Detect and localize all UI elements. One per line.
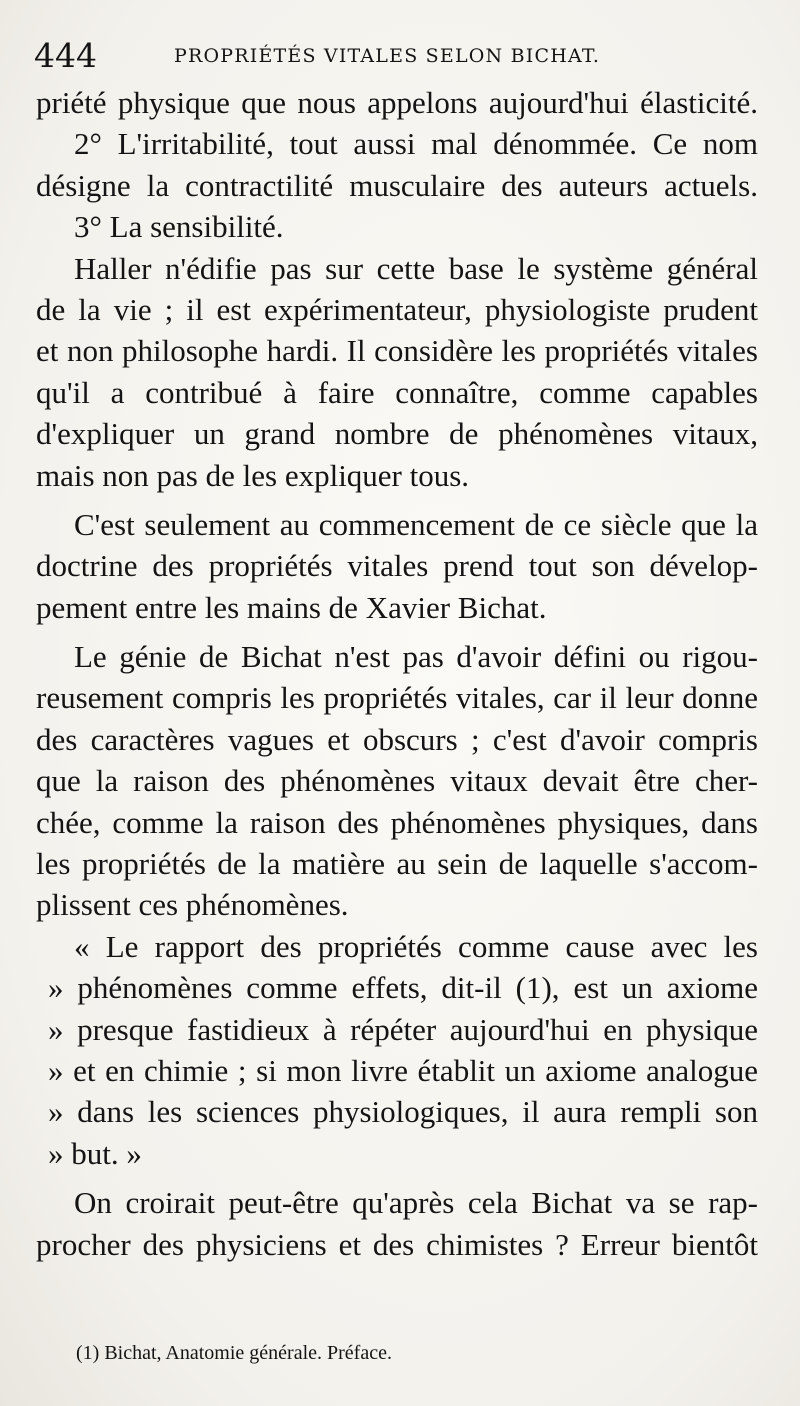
text-line: chée, comme la raison des phénomènes physiques, dans [36, 804, 758, 840]
text-line: plissent ces phénomènes. [36, 887, 349, 923]
text-line: procher des physiciens et des chimistes ? Erreur bientôt [36, 1226, 758, 1262]
quote-line: » but. » [48, 1135, 142, 1171]
text-line: C'est seulement au commencement de ce siècle que la [74, 506, 758, 542]
text-line: 2° L'irritabilité, tout aussi mal dénommée. Ce nom [74, 126, 758, 162]
text-line: 3° La sensibilité. [74, 209, 284, 245]
quote-line: » et en chimie ; si mon livre établit un axiome analogue [48, 1052, 758, 1088]
footnote: (1) Bichat, Anatomie générale. Préface. [76, 1342, 392, 1364]
text-line: On croirait peut-être qu'après cela Bichat va se rap- [74, 1185, 758, 1221]
text-line: reusement compris les propriétés vitales, car il leur donne [36, 680, 758, 716]
running-head: PROPRIÉTÉS VITALES SELON BICHAT. [174, 45, 601, 67]
text-line: priété physique que nous appelons aujourd'hui élasticité. [36, 85, 758, 120]
text-line: Le génie de Bichat n'est pas d'avoir défini ou rigou- [74, 639, 758, 675]
text-line: d'expliquer un grand nombre de phénomènes vitaux, [36, 416, 758, 452]
text-line: que la raison des phénomènes vitaux devait être cher- [36, 763, 758, 799]
page-header [34, 36, 754, 76]
quote-line: » dans les sciences physiologiques, il aura rempli son [48, 1094, 758, 1130]
quote-line: » phénomènes comme effets, dit-il (1), est un axiome [48, 970, 758, 1006]
text-line: mais non pas de les expliquer tous. [36, 457, 470, 493]
text-line: les propriétés de la matière au sein de laquelle s'accom- [36, 846, 758, 882]
text-line: des caractères vagues et obscurs ; c'est d'avoir compris [36, 721, 758, 757]
text-line: désigne la contractilité musculaire des auteurs actuels. [36, 167, 758, 203]
text-line: pement entre les mains de Xavier Bichat. [36, 589, 547, 625]
quote-line: » presque fastidieux à répéter aujourd'hui en physique [48, 1011, 758, 1047]
text-line: doctrine des propriétés vitales prend tout son dévelop- [36, 548, 758, 584]
body-text [36, 82, 758, 1265]
quote-line: « Le rapport des propriétés comme cause avec les [74, 928, 758, 964]
text-line: et non philosophe hardi. Il considère les propriétés vitales [36, 333, 758, 369]
text-line: Haller n'édifie pas sur cette base le système général [74, 250, 758, 286]
page-number: 444 [34, 36, 97, 75]
text-line: qu'il a contribué à faire connaître, comme capables [36, 374, 758, 410]
text-line: de la vie ; il est expérimentateur, physiologiste prudent [36, 291, 758, 327]
